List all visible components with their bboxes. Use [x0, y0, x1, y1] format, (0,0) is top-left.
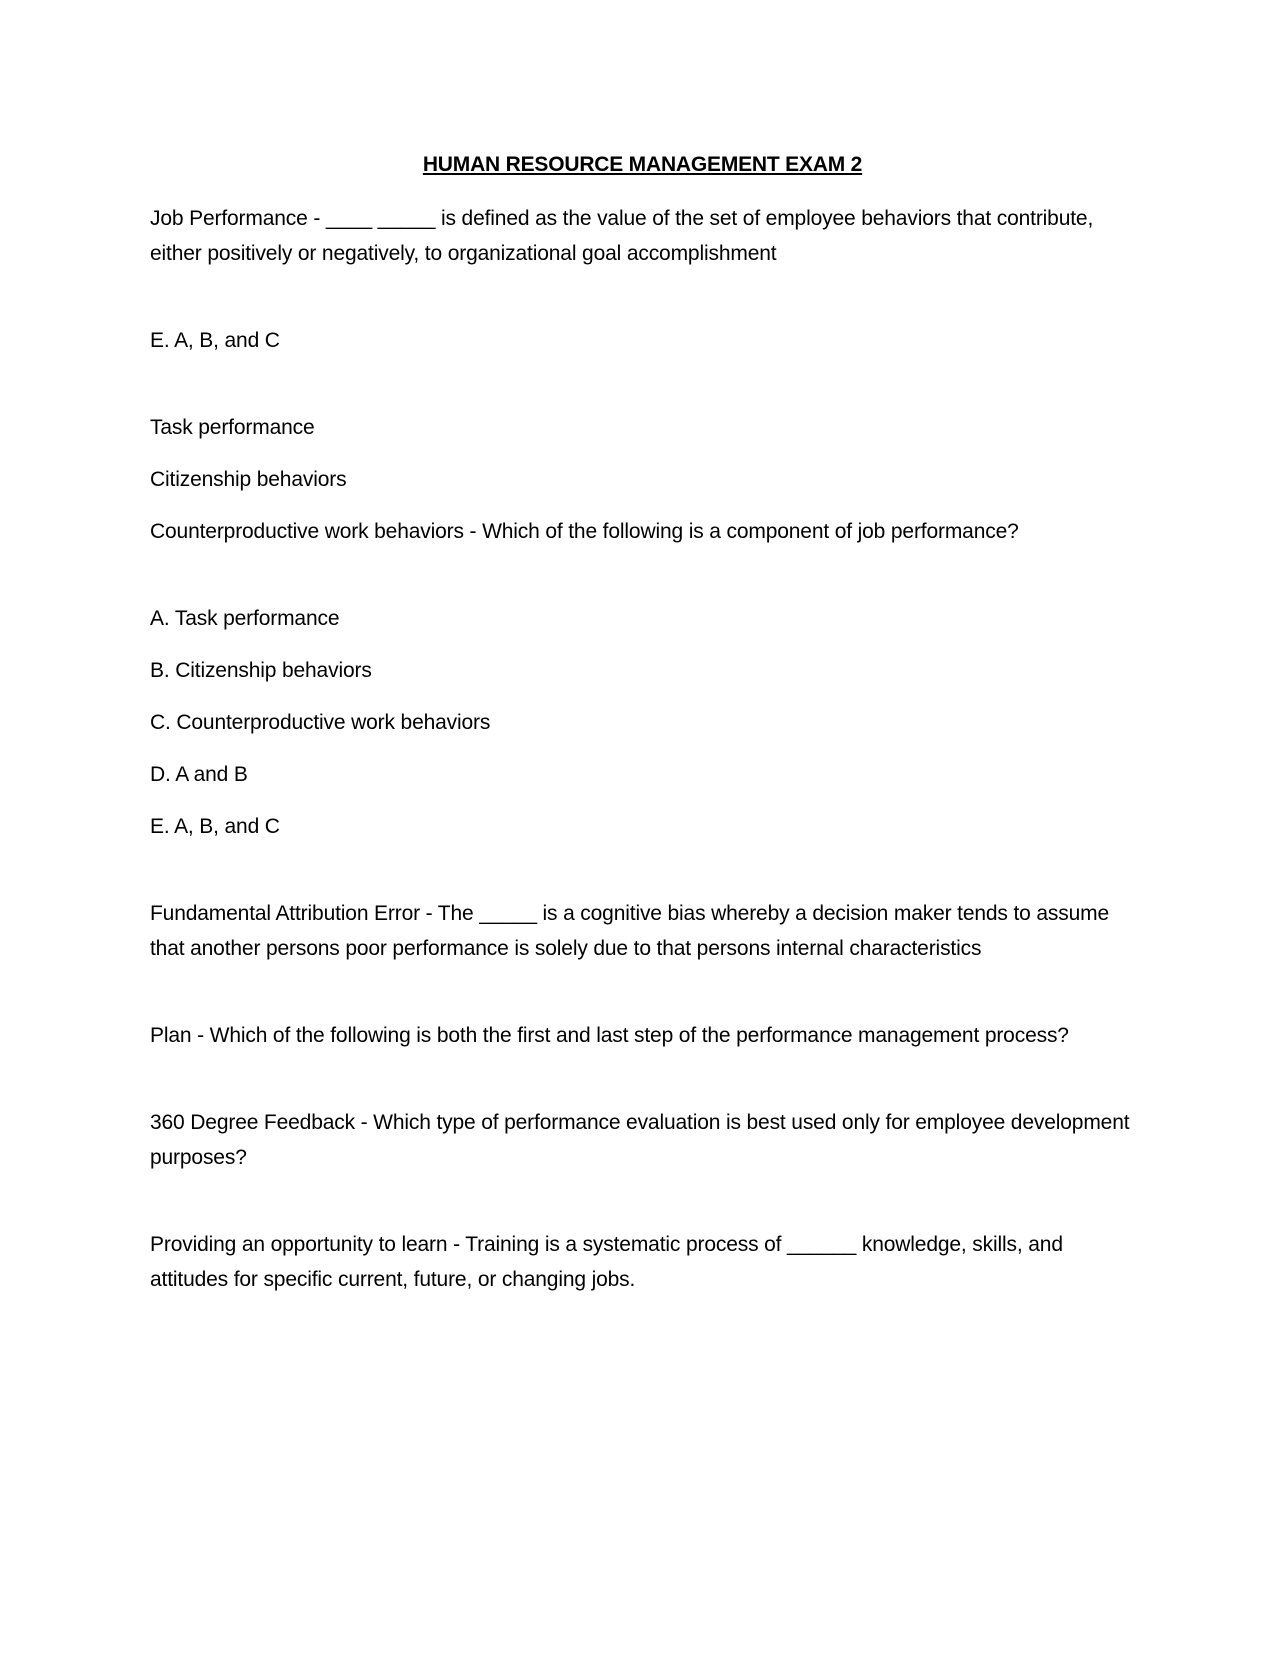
- question-plan: Plan - Which of the following is both the first and last step of the performance management process?: [150, 1024, 1069, 1047]
- document-title: HUMAN RESOURCE MANAGEMENT EXAM 2: [422, 153, 863, 176]
- question-attribution-error: Fundamental Attribution Error - The _____ is a cognitive bias whereby a decision maker tends to assume that another persons poor performance is solely due to that persons internal characteristics: [150, 902, 1109, 960]
- list-item: Citizenship behaviors: [150, 468, 347, 491]
- question-component-of-performance: Counterproductive work behaviors - Which of the following is a component of job performance?: [150, 520, 1019, 543]
- option-c: C. Counterproductive work behaviors: [150, 711, 491, 734]
- question-training: Providing an opportunity to learn - Training is a systematic process of ______ knowledge, skills, and attitudes for specific current, future, or changing jobs.: [150, 1233, 1063, 1291]
- option-e: E. A, B, and C: [150, 815, 280, 838]
- document-body: [150, 150, 1135, 1314]
- answer-line: E. A, B, and C: [150, 329, 280, 352]
- option-a: A. Task performance: [150, 607, 340, 630]
- option-b: B. Citizenship behaviors: [150, 659, 372, 682]
- question-360-feedback: 360 Degree Feedback - Which type of performance evaluation is best used only for employee development purposes?: [150, 1111, 1130, 1169]
- list-item: Task performance: [150, 416, 315, 439]
- option-d: D. A and B: [150, 763, 248, 786]
- question-job-performance: Job Performance - ____ _____ is defined as the value of the set of employee behaviors that contribute, either positively or negatively, to organizational goal accomplishment: [150, 207, 1094, 265]
